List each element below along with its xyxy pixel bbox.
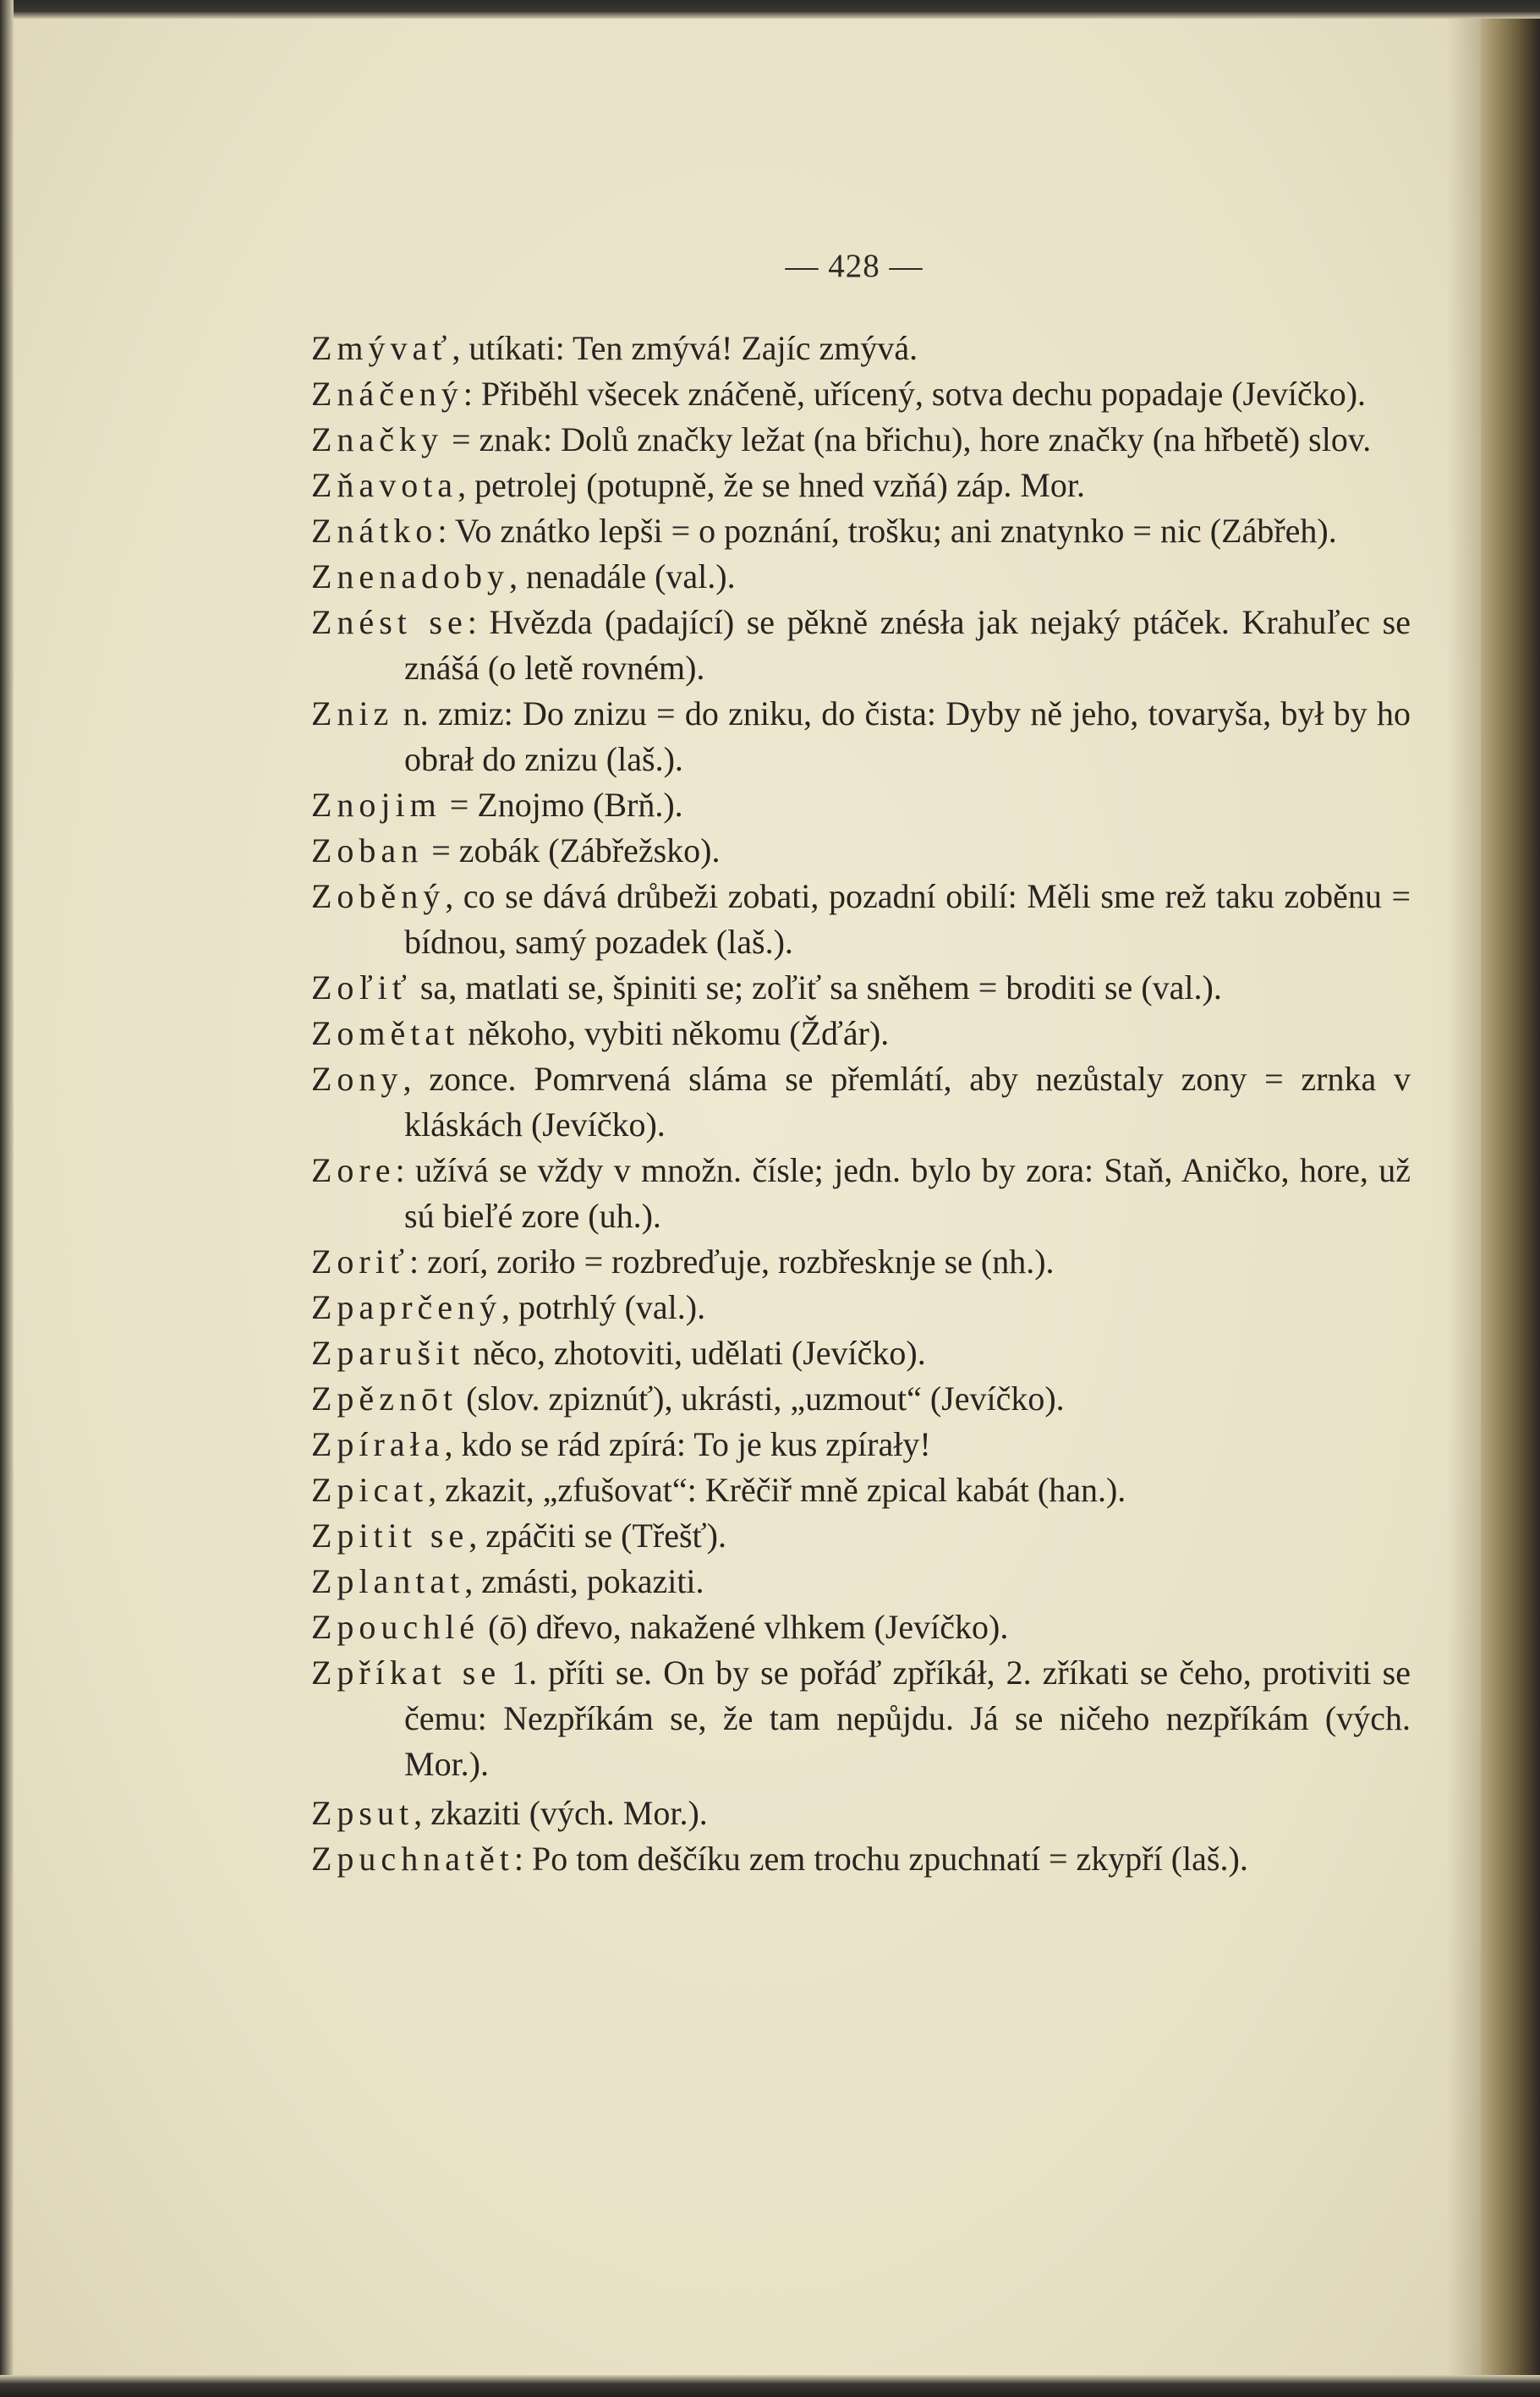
entry-headword: Zoban <box>311 831 424 869</box>
dictionary-entry <box>311 874 1411 965</box>
entry-headword: Zoľiť <box>311 968 412 1007</box>
entry-definition: : Po tom deščíku zem trochu zpuchnatí = zkypří (laš.). <box>513 1840 1248 1878</box>
entry-definition: = znak: Dolů značky ležat (na břichu), hore značky (na hřbetě) slov. <box>442 420 1372 458</box>
entry-definition: : Vo znátko lepši = o poznání, trošku; ani znatynko = nic (Zábřeh). <box>437 512 1337 550</box>
entry-headword: Znenadoby <box>311 557 509 595</box>
entry-definition: , co se dává drůbeži zobati, pozadní obilí: Měli sme rež taku zoběnu = bídnou, samý pozadek (laš.). <box>404 877 1411 961</box>
dictionary-entry <box>311 463 1411 508</box>
dictionary-entry <box>311 1056 1411 1148</box>
entry-headword: Zpěznōt <box>311 1380 458 1418</box>
entry-headword: Zplantat <box>311 1562 465 1600</box>
scan-edge-bottom <box>0 2375 1540 2397</box>
entry-headword: Zpříkat se <box>311 1654 501 1692</box>
dictionary-entry <box>311 1285 1411 1330</box>
entry-headword: Zňavota <box>311 466 458 504</box>
dictionary-entry <box>311 1604 1411 1650</box>
entry-headword: Zparušit <box>311 1334 465 1372</box>
dictionary-entry <box>311 691 1411 782</box>
entry-definition: , zpáčiti se (Třešť). <box>469 1517 726 1555</box>
dictionary-entry <box>311 508 1411 554</box>
entry-headword: Zomětat <box>311 1014 460 1052</box>
entry-definition: , kdo se rád zpírá: To je kus zpírały! <box>444 1425 931 1463</box>
dictionary-entry <box>311 1422 1411 1467</box>
entry-definition: : Přiběhl všecek znáčeně, uřícený, sotva dechu popadaje (Jevíčko). <box>463 375 1367 413</box>
dictionary-entry <box>311 1376 1411 1422</box>
entry-definition: : zorí, zoriło = rozbreďuje, rozbřesknje se (nh.). <box>408 1242 1055 1281</box>
entry-definition: , potrhlý (val.). <box>501 1288 706 1326</box>
dictionary-entry <box>311 1148 1411 1239</box>
entry-definition: n. zmiz: Do znizu = do zniku, do čista: Dyby ně jeho, tovaryša, był by ho obrał do znizu (laš.). <box>393 694 1411 778</box>
entry-definition: = Znojmo (Brň.). <box>441 786 683 824</box>
dictionary-entry <box>311 782 1411 828</box>
dictionary-entry <box>311 600 1411 691</box>
scan-edge-top <box>0 0 1540 19</box>
dictionary-entry <box>311 1467 1411 1513</box>
entry-headword: Zoriť <box>311 1242 409 1281</box>
dictionary-entry <box>311 1239 1411 1285</box>
entry-definition: (slov. zpiznúť), ukrásti, „uzmout“ (Jevíčko). <box>458 1380 1065 1418</box>
entry-headword: Zniz <box>311 694 394 732</box>
dictionary-entry <box>311 1650 1411 1787</box>
binding-shadow <box>1447 19 1481 2375</box>
dictionary-entry <box>311 1559 1411 1604</box>
dictionary-entry <box>311 1513 1411 1559</box>
entry-definition: , zkaziti (vých. Mor.). <box>414 1794 708 1832</box>
scan-edge-left <box>0 0 14 2397</box>
dictionary-entry <box>311 1011 1411 1056</box>
entry-definition: sa, matlati se, špiniti se; zoľiť sa sněhem = broditi se (val.). <box>411 968 1222 1007</box>
entry-definition: , zonce. Pomrvená sláma se přemlátí, aby nezůstaly zony = zrnka v kláskách (Jevíčko). <box>403 1060 1411 1144</box>
dictionary-entry <box>311 1836 1411 1882</box>
entry-headword: Zoběný <box>311 877 446 915</box>
entry-definition: , petrolej (potupně, že se hned vzňá) záp. Mor. <box>458 466 1086 504</box>
entry-headword: Značky <box>311 420 443 458</box>
entry-definition: něco, zhotoviti, udělati (Jevíčko). <box>464 1334 926 1372</box>
dictionary-entry <box>311 1791 1411 1836</box>
entry-headword: Zpouchlé <box>311 1608 480 1646</box>
entry-headword: Zpuchnatět <box>311 1840 514 1878</box>
entry-headword: Zony <box>311 1060 403 1098</box>
entry-definition: (ō) dřevo, nakažené vlhkem (Jevíčko). <box>480 1608 1009 1646</box>
book-binding <box>1481 19 1540 2375</box>
dictionary-entry <box>311 965 1411 1011</box>
entry-definition: : užívá se vždy v množn. čísle; jedn. bylo by zora: Staň, Aničko, hore, už sú bieľé zore (uh.). <box>395 1151 1411 1235</box>
page-number: — 428 — <box>785 248 923 284</box>
entry-definition: , zmásti, pokaziti. <box>464 1562 704 1600</box>
entry-definition: , nenadále (val.). <box>508 557 736 595</box>
entry-headword: Zore <box>311 1151 396 1189</box>
entry-definition: , zkazit, „zfušovat“: Krěčiř mně zpical kabát (han.). <box>428 1471 1126 1509</box>
dictionary-entry <box>311 371 1411 417</box>
entry-headword: Zpitit se <box>311 1517 469 1555</box>
entry-definition: někoho, vybiti někomu (Žďár). <box>459 1014 890 1052</box>
entry-headword: Znojim <box>311 786 441 824</box>
entry-headword: Znátko <box>311 512 438 550</box>
dictionary-entry <box>311 828 1411 874</box>
entry-headword: Zpsut <box>311 1794 414 1832</box>
entry-headword: Zmývať <box>311 329 452 367</box>
entry-headword: Zpicat <box>311 1471 429 1509</box>
entry-definition: = zobák (Zábřežsko). <box>423 831 721 869</box>
entry-headword: Znáčený <box>311 375 463 413</box>
dictionary-entries <box>311 326 1411 1882</box>
entry-headword: Zpírała <box>311 1425 445 1463</box>
dictionary-entry <box>311 554 1411 600</box>
entry-headword: Zpaprčený <box>311 1288 502 1326</box>
dictionary-entry <box>311 417 1411 463</box>
entry-definition: : Hvězda (padající) se pěkně znésła jak nejaký ptáček. Krahuľec se znášá (o letě rovném). <box>404 603 1411 687</box>
dictionary-entry <box>311 326 1411 371</box>
dictionary-entry <box>311 1330 1411 1376</box>
entry-definition: , utíkati: Ten zmývá! Zajíc zmývá. <box>452 329 918 367</box>
entry-headword: Znést se <box>311 603 468 641</box>
entry-definition: 1. příti se. On by se pořáď zpříkáł, 2. zříkati se čeho, protiviti se čemu: Nezpříkám se, že tam nepůjdu. Já se ničeho nezpříkám (vých. Mor.). <box>404 1654 1411 1783</box>
